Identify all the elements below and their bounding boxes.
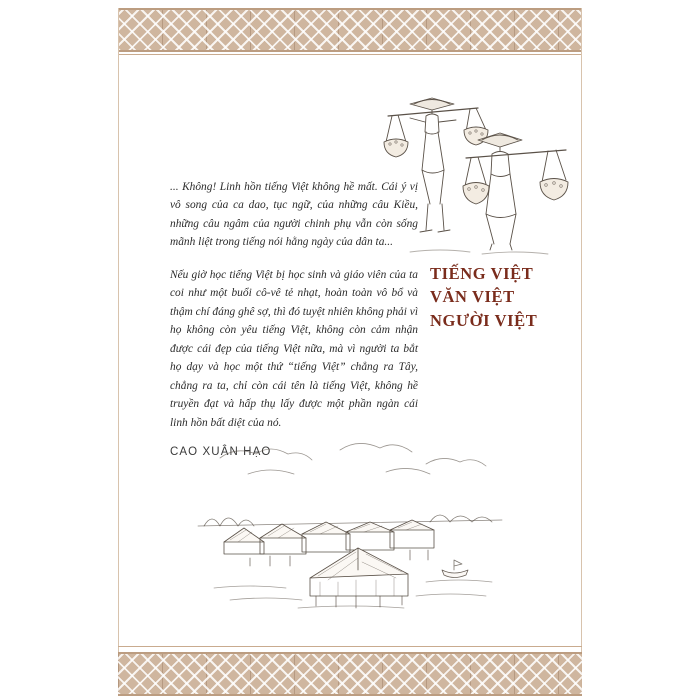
page-rule-left (118, 8, 119, 692)
decorative-border-top (118, 8, 582, 52)
paragraph-1: ... Không! Linh hồn tiếng Việt không hề mất. Cái ý vị vô song của ca dao, tục ngữ, của những câu Kiều, những câu ngâm của người chinh phụ vẫn còn sống mãnh liệt trong tiếng nói hằng ngày của dân ta... (170, 181, 418, 249)
title-line-3: NGƯỜI VIỆT (430, 310, 538, 330)
stilt-houses-landscape-illustration (190, 430, 510, 610)
decorative-border-bottom (118, 652, 582, 696)
paragraph-2: Nếu giờ học tiếng Việt bị học sinh và giáo viên của ta coi như một buổi cô-vê tẻ nhạt, hoàn toàn vô bổ và thậm chí đáng ghê sợ, thì đó tuyệt nhiên không phải vì họ không còn yêu tiếng Việt, không còn cảm nhận được cái đẹp của tiếng Việt nữa, mà vì người ta bắt họ dạy và học một thứ “tiếng Việt” chẳng ra Tây, chẳng ra ta, chỉ còn cái tên là tiếng Việt, không hề truyền đạt và hấp thụ lấy được một phần ngàn cái linh hồn bất diệt của nó. (170, 268, 418, 429)
page-rule-right (581, 8, 582, 692)
decorative-border-top-inner-line (118, 54, 582, 55)
decorative-border-bottom-inner-line (118, 646, 582, 647)
book-title (430, 262, 570, 332)
body-text-column (170, 178, 418, 458)
author-name: CAO XUÂN HẠO (170, 446, 272, 459)
title-line-2: VĂN VIỆT (430, 287, 515, 307)
title-line-1: TIẾNG VIỆT (430, 264, 534, 283)
